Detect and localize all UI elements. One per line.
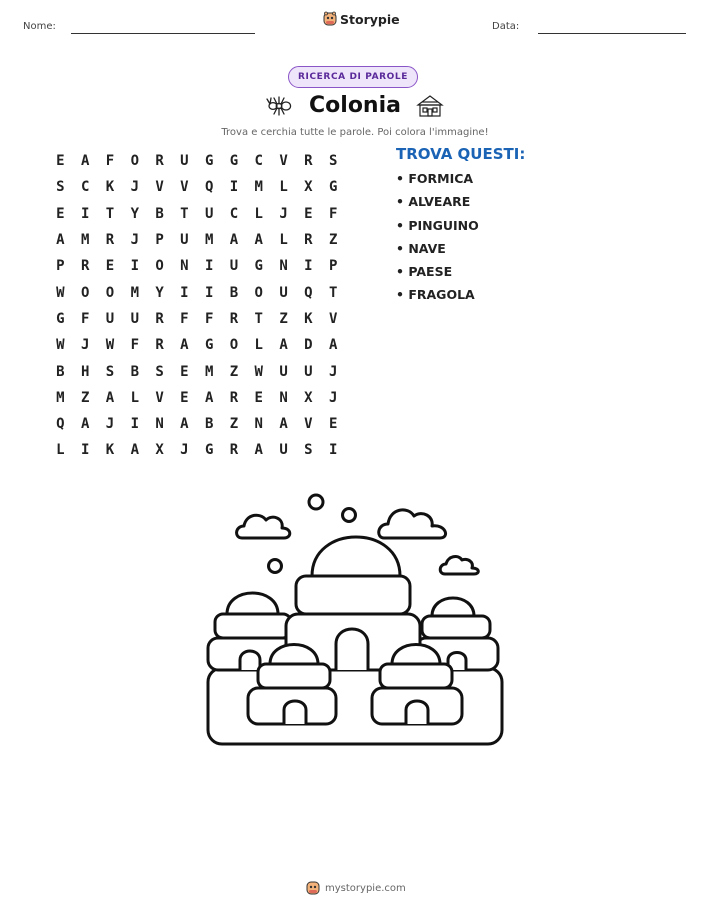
date-label: Data: [492, 21, 520, 32]
grid-letter[interactable]: Y [155, 284, 164, 301]
grid-letter[interactable]: I [229, 179, 239, 196]
grid-letter[interactable]: W [56, 337, 65, 354]
grid-letter[interactable]: E [180, 363, 189, 380]
page-title: Colonia [309, 93, 401, 118]
word-list-item: • NAVE [396, 240, 446, 256]
grid-letter[interactable]: S [328, 153, 338, 170]
grid-letter[interactable]: A [254, 232, 263, 249]
grid-letter[interactable]: F [130, 337, 139, 354]
grid-letter[interactable]: O [229, 337, 239, 354]
grid-letter[interactable]: I [304, 258, 313, 275]
grid-letter[interactable]: A [229, 232, 239, 249]
grid-letter[interactable]: U [105, 310, 115, 327]
instructions: Trova e cerchia tutte le parole. Poi colora l'immagine! [221, 127, 489, 138]
grid-letter[interactable]: N [279, 389, 288, 406]
grid-letter[interactable]: A [279, 337, 288, 354]
grid-letter[interactable]: W [105, 337, 115, 354]
word-list-title: TROVA QUESTI: [396, 145, 526, 163]
grid-letter[interactable]: S [155, 363, 164, 380]
grid-letter[interactable]: J [130, 232, 139, 249]
grid-letter[interactable]: R [304, 153, 313, 170]
grid-letter[interactable]: G [254, 258, 263, 275]
grid-letter[interactable]: I [180, 284, 189, 301]
grid-letter[interactable]: L [279, 179, 288, 196]
grid-letter[interactable]: O [130, 153, 139, 170]
grid-row [48, 411, 346, 437]
grid-letter[interactable]: F [105, 153, 115, 170]
grid-letter[interactable]: A [80, 416, 90, 433]
grid-letter[interactable]: C [254, 153, 263, 170]
grid-letter[interactable]: Z [279, 310, 288, 327]
grid-letter[interactable]: G [328, 179, 338, 196]
grid-letter[interactable]: L [130, 389, 139, 406]
grid-letter[interactable]: Z [80, 389, 90, 406]
grid-letter[interactable]: A [180, 416, 189, 433]
grid-letter[interactable]: R [155, 310, 164, 327]
grid-letter[interactable]: X [155, 442, 164, 459]
grid-letter[interactable]: U [180, 153, 189, 170]
grid-letter[interactable]: C [229, 205, 239, 222]
word-list-item: • FORMICA [396, 171, 474, 186]
grid-row [48, 385, 346, 411]
grid-letter[interactable]: L [254, 337, 263, 354]
grid-letter[interactable]: G [229, 153, 239, 170]
grid-letter[interactable]: I [130, 416, 139, 433]
grid-letter[interactable]: E [180, 389, 189, 406]
grid-row [48, 253, 346, 279]
grid-row [48, 332, 346, 358]
grid-letter[interactable]: U [130, 310, 139, 327]
grid-letter[interactable]: R [229, 442, 239, 459]
grid-letter[interactable]: U [304, 363, 313, 380]
grid-letter[interactable]: A [105, 389, 115, 406]
grid-letter[interactable]: E [254, 389, 263, 406]
grid-letter[interactable]: P [56, 258, 65, 275]
grid-letter[interactable]: J [279, 205, 288, 222]
grid-letter[interactable]: A [130, 442, 139, 459]
grid-letter[interactable]: G [204, 337, 214, 354]
grid-letter[interactable]: V [155, 179, 164, 196]
grid-letter[interactable]: P [328, 258, 338, 275]
grid-letter[interactable]: I [130, 258, 139, 275]
grid-letter[interactable]: E [304, 205, 313, 222]
grid-letter[interactable]: O [105, 284, 115, 301]
grid-letter[interactable]: L [279, 232, 288, 249]
grid-letter[interactable]: V [304, 416, 313, 433]
date-input-line[interactable] [538, 33, 686, 34]
grid-letter[interactable]: P [155, 232, 164, 249]
grid-letter[interactable]: D [304, 337, 313, 354]
grid-row [48, 201, 346, 227]
house-icon [416, 94, 444, 118]
word-list [396, 171, 479, 311]
grid-letter[interactable]: N [180, 258, 189, 275]
grid-letter[interactable]: I [80, 205, 90, 222]
grid-letter[interactable]: M [204, 363, 214, 380]
grid-letter[interactable]: I [204, 258, 214, 275]
grid-letter[interactable]: E [328, 416, 338, 433]
name-input-line[interactable] [71, 33, 255, 34]
grid-letter[interactable]: U [279, 284, 288, 301]
grid-letter[interactable]: S [105, 363, 115, 380]
grid-letter[interactable]: M [204, 232, 214, 249]
grid-letter[interactable]: Q [56, 416, 65, 433]
storypie-mascot-icon [306, 880, 320, 896]
grid-letter[interactable]: V [180, 179, 189, 196]
grid-letter[interactable]: G [204, 442, 214, 459]
word-list-item: • PINGUINO [396, 217, 479, 233]
grid-letter[interactable]: J [180, 442, 189, 459]
grid-letter[interactable]: S [56, 179, 65, 196]
grid-letter[interactable]: A [254, 442, 263, 459]
word-list-item: • PAESE [396, 264, 453, 280]
brand-name: Storypie [340, 11, 400, 27]
grid-letter[interactable]: M [254, 179, 263, 196]
grid-letter[interactable]: J [328, 363, 338, 380]
grid-letter[interactable]: U [229, 258, 239, 275]
grid-letter[interactable]: A [328, 337, 338, 354]
grid-letter[interactable]: F [80, 310, 90, 327]
grid-letter[interactable]: K [105, 442, 115, 459]
footer [306, 880, 406, 896]
grid-letter[interactable]: Q [204, 179, 214, 196]
storypie-mascot-icon [323, 11, 337, 27]
grid-letter[interactable]: F [180, 310, 189, 327]
activity-badge: RICERCA DI PAROLE [288, 66, 418, 88]
footer-url[interactable]: mystorypie.com [325, 882, 406, 894]
grid-letter[interactable]: B [229, 284, 239, 301]
grid-letter[interactable]: R [105, 232, 115, 249]
grid-letter[interactable]: C [80, 179, 90, 196]
grid-letter[interactable]: B [155, 205, 164, 222]
grid-row [48, 306, 346, 332]
grid-letter[interactable]: Z [328, 232, 338, 249]
grid-letter[interactable]: Z [229, 363, 239, 380]
grid-letter[interactable]: B [130, 363, 139, 380]
grid-letter[interactable]: R [229, 310, 239, 327]
grid-letter[interactable]: E [56, 205, 65, 222]
grid-letter[interactable]: B [204, 416, 214, 433]
grid-letter[interactable]: B [56, 363, 65, 380]
grid-row [48, 358, 346, 384]
grid-letter[interactable]: A [204, 389, 214, 406]
grid-letter[interactable]: T [254, 310, 263, 327]
grid-letter[interactable]: R [304, 232, 313, 249]
grid-letter[interactable]: H [80, 363, 90, 380]
grid-letter[interactable]: I [328, 442, 338, 459]
grid-letter[interactable]: N [254, 416, 263, 433]
grid-letter[interactable]: L [254, 205, 263, 222]
grid-letter[interactable]: M [80, 232, 90, 249]
grid-letter[interactable]: G [56, 310, 65, 327]
grid-letter[interactable]: K [304, 310, 313, 327]
grid-letter[interactable]: R [229, 389, 239, 406]
grid-letter[interactable]: F [204, 310, 214, 327]
grid-letter[interactable]: M [130, 284, 139, 301]
grid-letter[interactable]: N [279, 258, 288, 275]
grid-letter[interactable]: X [304, 179, 313, 196]
igloo-colony-coloring-icon [200, 488, 510, 753]
grid-letter[interactable]: Z [229, 416, 239, 433]
grid-letter[interactable]: A [279, 416, 288, 433]
grid-letter[interactable]: R [155, 153, 164, 170]
grid-letter[interactable]: T [328, 284, 338, 301]
grid-row [48, 174, 346, 200]
grid-letter[interactable]: A [80, 153, 90, 170]
grid-letter[interactable]: T [180, 205, 189, 222]
grid-letter[interactable]: X [304, 389, 313, 406]
grid-letter[interactable]: V [279, 153, 288, 170]
grid-letter[interactable]: U [204, 205, 214, 222]
grid-letter[interactable]: F [328, 205, 338, 222]
grid-letter[interactable]: I [80, 442, 90, 459]
grid-letter[interactable]: R [80, 258, 90, 275]
grid-letter[interactable]: Q [304, 284, 313, 301]
name-label: Nome: [23, 21, 56, 32]
brand-logo [323, 11, 400, 27]
grid-letter[interactable]: A [180, 337, 189, 354]
grid-letter[interactable]: T [105, 205, 115, 222]
grid-letter[interactable]: Y [130, 205, 139, 222]
grid-letter[interactable]: O [155, 258, 164, 275]
grid-letter[interactable]: U [180, 232, 189, 249]
grid-letter[interactable]: I [204, 284, 214, 301]
grid-letter[interactable]: M [56, 389, 65, 406]
grid-letter[interactable]: N [155, 416, 164, 433]
grid-letter[interactable]: V [328, 310, 338, 327]
word-list-item: • FRAGOLA [396, 287, 475, 303]
word-search-grid [48, 148, 346, 464]
grid-letter[interactable]: V [155, 389, 164, 406]
grid-letter[interactable]: J [130, 179, 139, 196]
grid-row [48, 227, 346, 253]
grid-row [48, 279, 346, 305]
grid-letter[interactable]: W [56, 284, 65, 301]
grid-letter[interactable]: S [304, 442, 313, 459]
grid-letter[interactable]: U [279, 363, 288, 380]
grid-letter[interactable]: U [279, 442, 288, 459]
grid-letter[interactable]: W [254, 363, 263, 380]
grid-row [48, 148, 346, 174]
grid-letter[interactable]: O [80, 284, 90, 301]
grid-letter[interactable]: E [105, 258, 115, 275]
ant-icon [265, 93, 293, 119]
grid-letter[interactable]: A [56, 232, 65, 249]
grid-letter[interactable]: L [56, 442, 65, 459]
grid-letter[interactable]: R [155, 337, 164, 354]
word-list-item: • ALVEARE [396, 194, 471, 210]
grid-letter[interactable]: E [56, 153, 65, 170]
grid-letter[interactable]: J [105, 416, 115, 433]
grid-letter[interactable]: K [105, 179, 115, 196]
grid-letter[interactable]: J [328, 389, 338, 406]
grid-letter[interactable]: G [204, 153, 214, 170]
grid-letter[interactable]: O [254, 284, 263, 301]
grid-letter[interactable]: J [80, 337, 90, 354]
grid-row [48, 437, 346, 463]
